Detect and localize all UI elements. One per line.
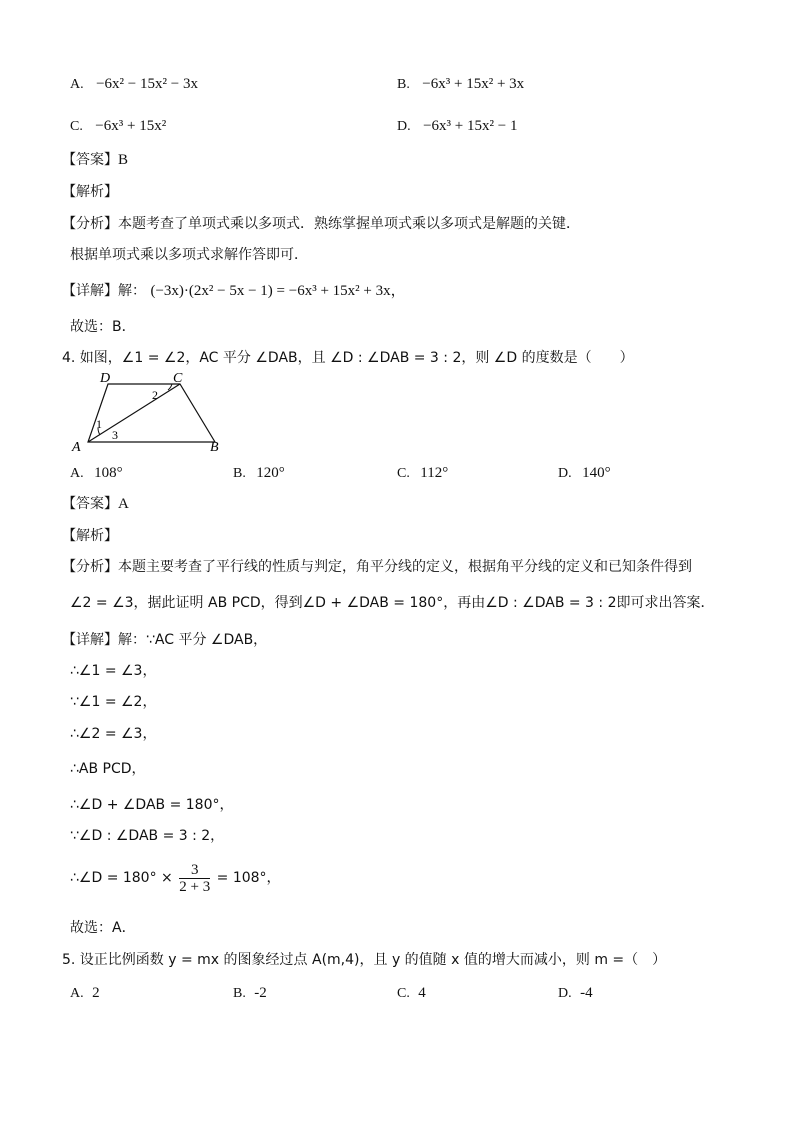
label-angle-3: 3 xyxy=(112,428,118,442)
label-a: A xyxy=(72,440,81,454)
q4-detail-line-5: ∴∠D + ∠DAB = 180°， xyxy=(70,797,234,813)
q3-answer: 【答案】B xyxy=(62,152,129,168)
q5-option-a: A. 2 xyxy=(70,985,100,1001)
trapezoid-figure xyxy=(70,372,230,454)
q4-detail-line-0: 【详解】解：∵AC 平分 ∠DAB， xyxy=(62,632,268,648)
q4-detail-line-4: ∴AB PCD， xyxy=(70,761,146,777)
q3-detail: 【详解】解： (−3x)·(2x² − 5x − 1) = −6x³ + 15x² + 3x， xyxy=(62,283,406,299)
label-c: C xyxy=(173,372,183,386)
label-b: B xyxy=(210,440,219,454)
q3-fenxi-2: 根据单项式乘以多项式求解作答即可． xyxy=(70,247,308,263)
q3-fenxi: 【分析】本题考查了单项式乘以多项式．熟练掌握单项式乘以多项式是解题的关键． xyxy=(62,216,580,232)
q4-option-b: B. 120° xyxy=(233,465,285,481)
q3-option-b: B. −6x³ + 15x² + 3x xyxy=(397,76,525,92)
fraction: $\frac{3}{2 + 3}$ xyxy=(179,861,211,895)
q3-option-c: C. −6x³ + 15x² xyxy=(70,118,167,134)
q4-detail-line-3: ∴∠2 = ∠3， xyxy=(70,726,157,742)
q4-analysis-tag: 【解析】 xyxy=(62,528,118,544)
q4-answer: 【答案】A xyxy=(62,496,129,512)
label-angle-2: 2 xyxy=(152,388,158,402)
q4-detail-line-6: ∵∠D : ∠DAB = 3 : 2， xyxy=(70,828,225,844)
q4-fenxi: 【分析】本题主要考查了平行线的性质与判定，角平分线的定义，根据角平分线的定义和已知条件得到 xyxy=(62,559,692,575)
q3-choose: 故选：B． xyxy=(70,319,136,335)
q4-fenxi-2: ∠2 = ∠3，据此证明 AB PCD，得到∠D + ∠DAB = 180°，再由∠D : ∠DAB = 3 : 2即可求出答案． xyxy=(70,595,715,611)
q4-detail-line-1: ∴∠1 = ∠3， xyxy=(70,663,157,679)
q3-analysis-tag: 【解析】 xyxy=(62,184,118,200)
q5-stem: 5. 设正比例函数 y = mx 的图象经过点 A(m,4)，且 y 的值随 x 值的增大而减小，则 m =（ ） xyxy=(62,952,667,968)
q4-final-line: ∴∠D = 180° × $\frac{3}{2 + 3}$ = 108°， xyxy=(70,861,281,895)
q4-option-c: C. 112° xyxy=(397,465,449,481)
label-angle-1: 1 xyxy=(96,417,102,431)
label-d: D xyxy=(100,372,111,386)
q5-option-c: C. 4 xyxy=(397,985,426,1001)
q4-choose: 故选：A． xyxy=(70,920,136,936)
q3-option-d: D. −6x³ + 15x² − 1 xyxy=(397,118,518,134)
q4-detail-line-2: ∵∠1 = ∠2， xyxy=(70,694,157,710)
q5-option-d: D. -4 xyxy=(558,985,593,1001)
q4-stem: 4. 如图，∠1 = ∠2，AC 平分 ∠DAB，且 ∠D : ∠DAB = 3 : 2，则 ∠D 的度数是（ ） xyxy=(62,350,634,366)
diagonal-ac xyxy=(88,384,180,442)
q4-option-d: D. 140° xyxy=(558,465,611,481)
q5-option-b: B. -2 xyxy=(233,985,267,1001)
q4-option-a: A. 108° xyxy=(70,465,123,481)
q3-option-a: A. −6x² − 15x² − 3x xyxy=(70,76,198,92)
